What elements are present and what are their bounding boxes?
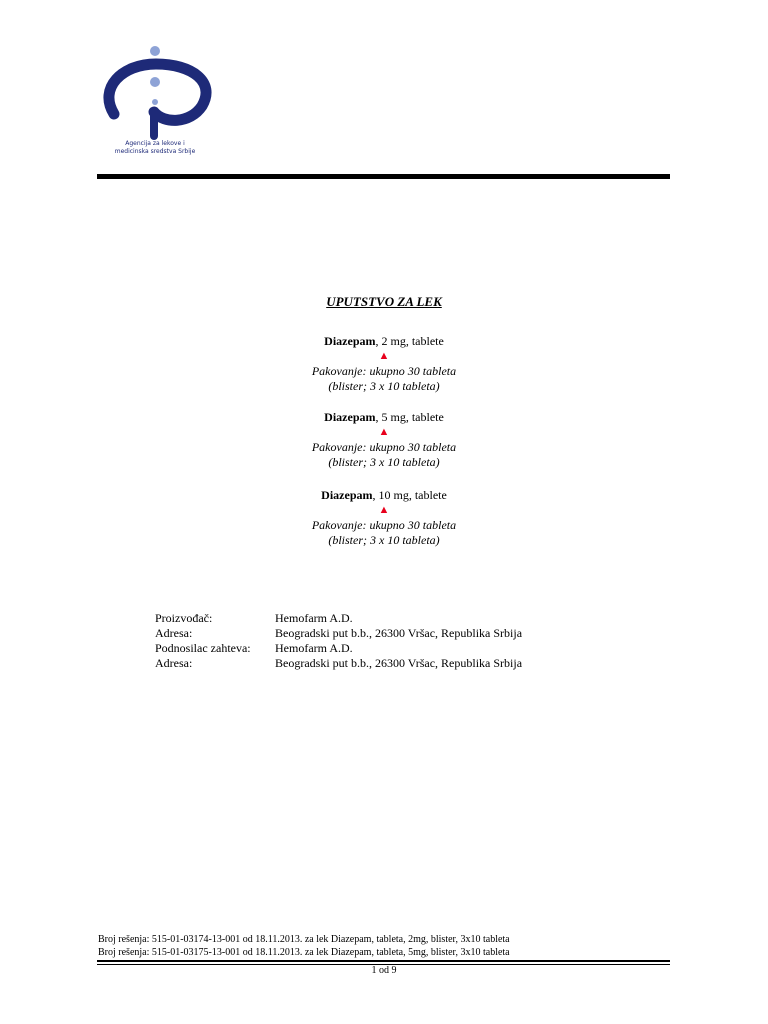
footer-line: Broj rešenja: 515-01-03174-13-001 od 18.11.2013. za lek Diazepam, tableta, 2mg, blister, 3x10 tableta	[98, 934, 510, 945]
product-block	[0, 488, 768, 548]
page-number: 1 od 9	[371, 965, 397, 976]
product-name: Diazepam	[321, 488, 373, 502]
product-name: Diazepam	[324, 410, 376, 424]
footer-notes	[98, 934, 510, 959]
agency-logo-text	[98, 140, 212, 156]
pack-line: Pakovanje: ukupno 30 tableta	[311, 518, 457, 532]
pack-line: Pakovanje: ukupno 30 tableta	[311, 364, 457, 378]
product-block	[0, 334, 768, 394]
info-value: Hemofarm A.D.	[275, 611, 353, 625]
product-strength: , 2 mg, tablete	[375, 334, 444, 348]
pack-detail: (blister; 3 x 10 tableta)	[328, 455, 440, 469]
pack-line: Pakovanje: ukupno 30 tableta	[311, 440, 457, 454]
product-block	[0, 410, 768, 470]
info-value: Beogradski put b.b., 26300 Vršac, Republika Srbija	[275, 626, 523, 640]
product-strength: , 5 mg, tablete	[375, 410, 444, 424]
info-label: Adresa:	[155, 626, 193, 640]
footer-rule	[97, 960, 670, 962]
black-triangle-icon: ▲	[378, 504, 390, 516]
document-title: UPUTSTVO ZA LEK	[326, 294, 442, 309]
agency-name-line1: Agencija za lekove i	[125, 140, 185, 147]
manufacturer-info	[155, 611, 522, 671]
info-row	[155, 611, 522, 626]
product-name: Diazepam	[324, 334, 376, 348]
pack-detail: (blister; 3 x 10 tableta)	[328, 379, 440, 393]
info-row	[155, 626, 522, 641]
header-rule	[97, 174, 670, 179]
info-value: Beogradski put b.b., 26300 Vršac, Republika Srbija	[275, 656, 523, 670]
pack-detail: (blister; 3 x 10 tableta)	[328, 533, 440, 547]
black-triangle-icon: ▲	[378, 426, 390, 438]
agency-logo	[98, 44, 214, 164]
agency-logo-mark	[98, 44, 214, 140]
info-row	[155, 641, 522, 656]
info-label: Proizvođač:	[155, 611, 213, 625]
agency-name-line2: medicinska sredstva Srbije	[114, 148, 196, 155]
product-strength: , 10 mg, tablete	[372, 488, 447, 502]
info-value: Hemofarm A.D.	[275, 641, 353, 655]
black-triangle-icon: ▲	[378, 350, 390, 362]
footer-line: Broj rešenja: 515-01-03175-13-001 od 18.11.2013. za lek Diazepam, tableta, 5mg, blister, 3x10 tableta	[98, 946, 510, 958]
info-row	[155, 656, 522, 671]
info-label: Adresa:	[155, 656, 193, 670]
info-label: Podnosilac zahteva:	[155, 641, 251, 655]
